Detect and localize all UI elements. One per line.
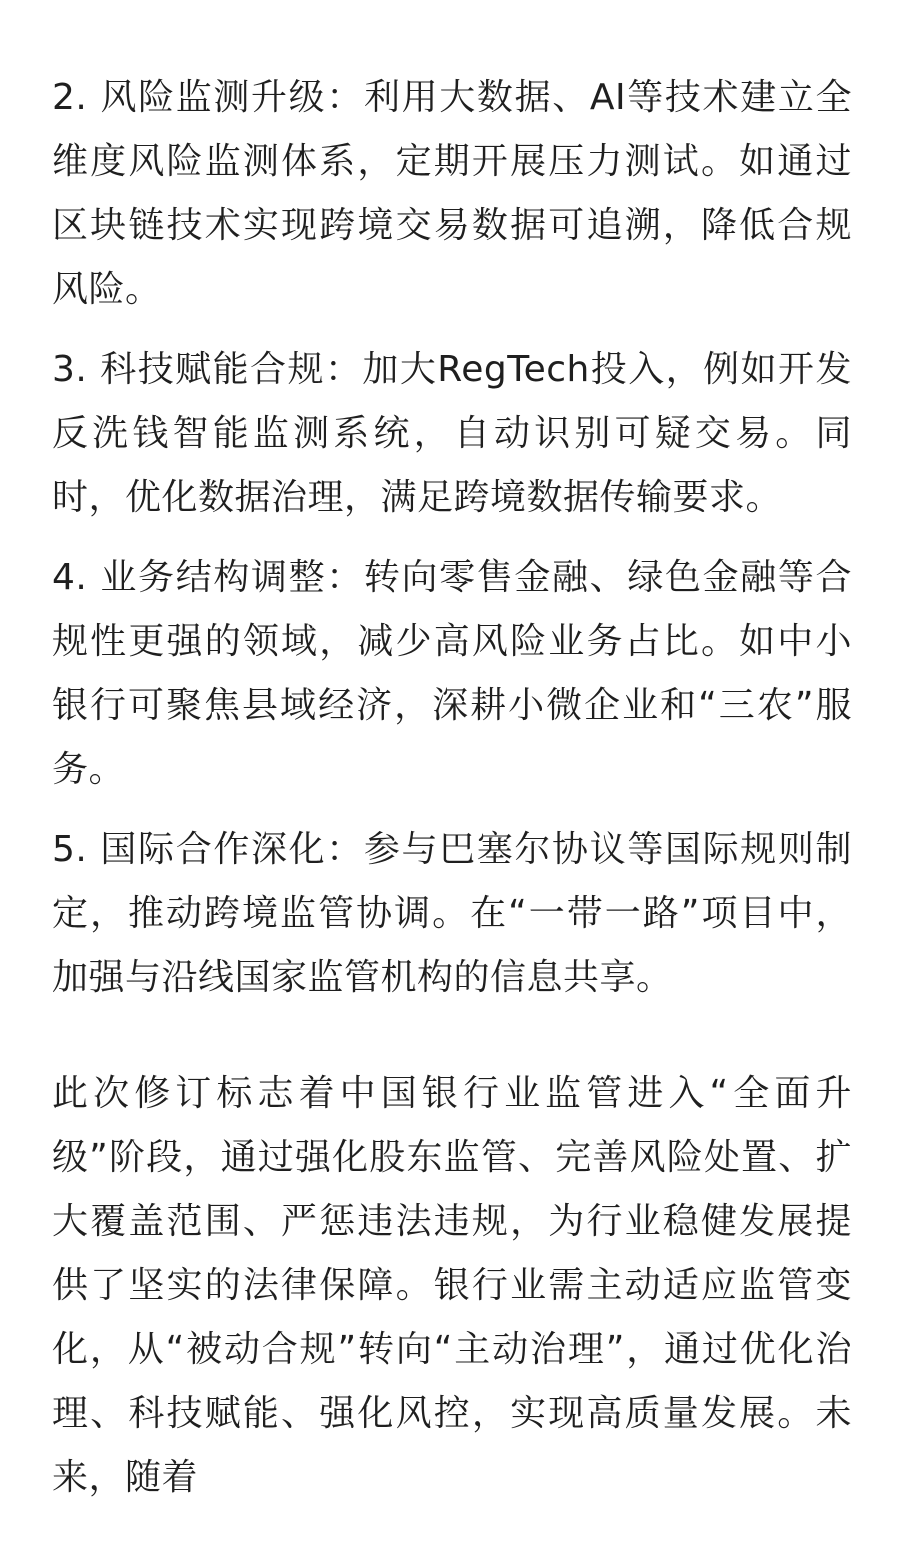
list-item-business-structure: 4. 业务结构调整：转向零售金融、绿色金融等合规性更强的领域，减少高风险业务占比。如中小银行可聚焦县域经济，深耕小微企业和“三农”服务。: [52, 557, 852, 790]
list-item-tech-compliance: 3. 科技赋能合规：加大RegTech投入，例如开发反洗钱智能监测系统，自动识别可疑交易。同时，优化数据治理，满足跨境数据传输要求。: [52, 349, 852, 518]
list-item-international-cooperation: 5. 国际合作深化：参与巴塞尔协议等国际规则制定，推动跨境监管协调。在“一带一路”项目中，加强与沿线国家监管机构的信息共享。: [52, 829, 852, 998]
list-item-risk-monitoring: 2. 风险监测升级：利用大数据、AI等技术建立全维度风险监测体系，定期开展压力测试。如通过区块链技术实现跨境交易数据可追溯，降低合规风险。: [52, 77, 852, 310]
article-body: [52, 66, 852, 1546]
summary-paragraph: 此次修订标志着中国银行业监管进入“全面升级”阶段，通过强化股东监管、完善风险处置、扩大覆盖范围、严惩违法违规，为行业稳健发展提供了坚实的法律保障。银行业需主动适应监管变化，从“被动合规”转向“主动治理”，通过优化治理、科技赋能、强化风控，实现高质量发展。未来，随着: [52, 1073, 852, 1498]
